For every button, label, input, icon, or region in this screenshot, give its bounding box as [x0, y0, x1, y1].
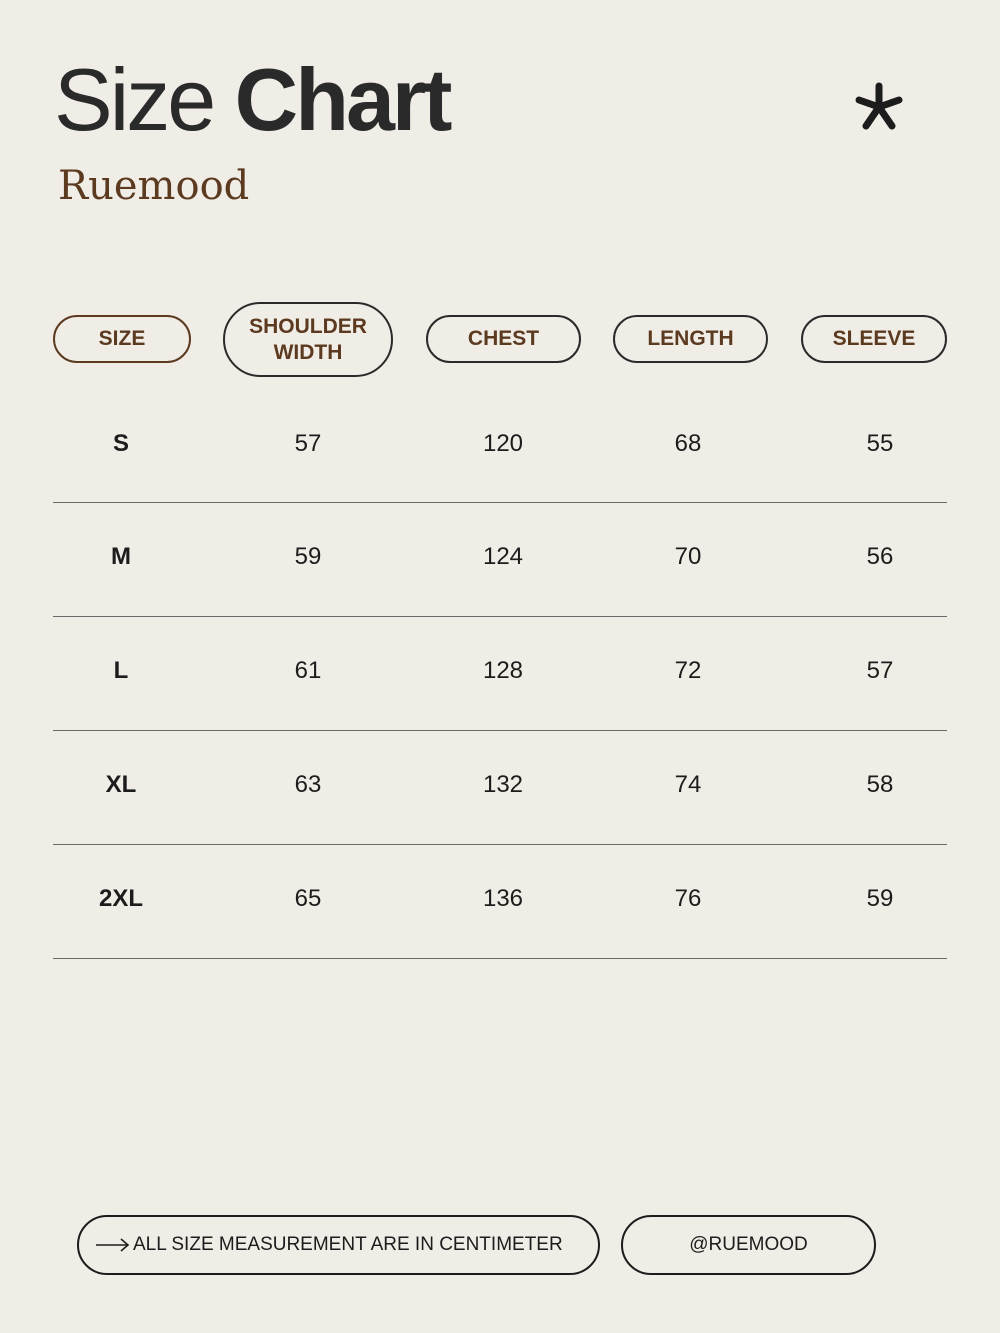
title-bold: Chart [234, 50, 450, 149]
sleeve-cell: 56 [866, 543, 894, 570]
length-cell: 72 [674, 657, 702, 684]
arrow-right-icon [95, 1238, 131, 1252]
chest-cell: 120 [482, 430, 524, 457]
size-cell: M [111, 543, 131, 570]
chest-cell: 128 [482, 657, 524, 684]
length-cell: 68 [674, 430, 702, 457]
column-header-length: LENGTH [613, 315, 768, 363]
size-cell: 2XL [98, 885, 144, 912]
size-cell: S [112, 430, 130, 457]
brand-name: Ruemood [58, 163, 250, 209]
shoulder-width-cell: 61 [294, 657, 322, 684]
chest-cell: 132 [482, 771, 524, 798]
measurement-note: ALL SIZE MEASUREMENT ARE IN CENTIMETER [133, 1234, 563, 1255]
asterisk-icon [852, 80, 906, 134]
social-handle-pill [621, 1215, 876, 1275]
table-row [53, 845, 947, 959]
social-handle: @RUEMOOD [689, 1234, 808, 1255]
chest-cell: 124 [482, 543, 524, 570]
table-row [53, 731, 947, 845]
page-title [54, 50, 450, 149]
shoulder-width-cell: 63 [294, 771, 322, 798]
column-header-shoulder-width: SHOULDER WIDTH [223, 302, 393, 377]
chest-cell: 136 [482, 885, 524, 912]
title-light: Size [54, 50, 235, 149]
column-header-sleeve: SLEEVE [801, 315, 947, 363]
column-header-size: SIZE [53, 315, 191, 363]
length-cell: 70 [674, 543, 702, 570]
shoulder-width-cell: 65 [294, 885, 322, 912]
table-row [53, 617, 947, 731]
sleeve-cell: 57 [866, 657, 894, 684]
shoulder-width-cell: 57 [294, 430, 322, 457]
table-row [53, 390, 947, 503]
length-cell: 74 [674, 771, 702, 798]
size-cell: L [113, 657, 129, 684]
table-row [53, 503, 947, 617]
column-header-chest: CHEST [426, 315, 581, 363]
sleeve-cell: 58 [866, 771, 894, 798]
measurement-note-pill [77, 1215, 600, 1275]
sleeve-cell: 59 [866, 885, 894, 912]
sleeve-cell: 55 [866, 430, 894, 457]
length-cell: 76 [674, 885, 702, 912]
size-table [53, 390, 947, 959]
size-cell: XL [105, 771, 137, 798]
shoulder-width-cell: 59 [294, 543, 322, 570]
